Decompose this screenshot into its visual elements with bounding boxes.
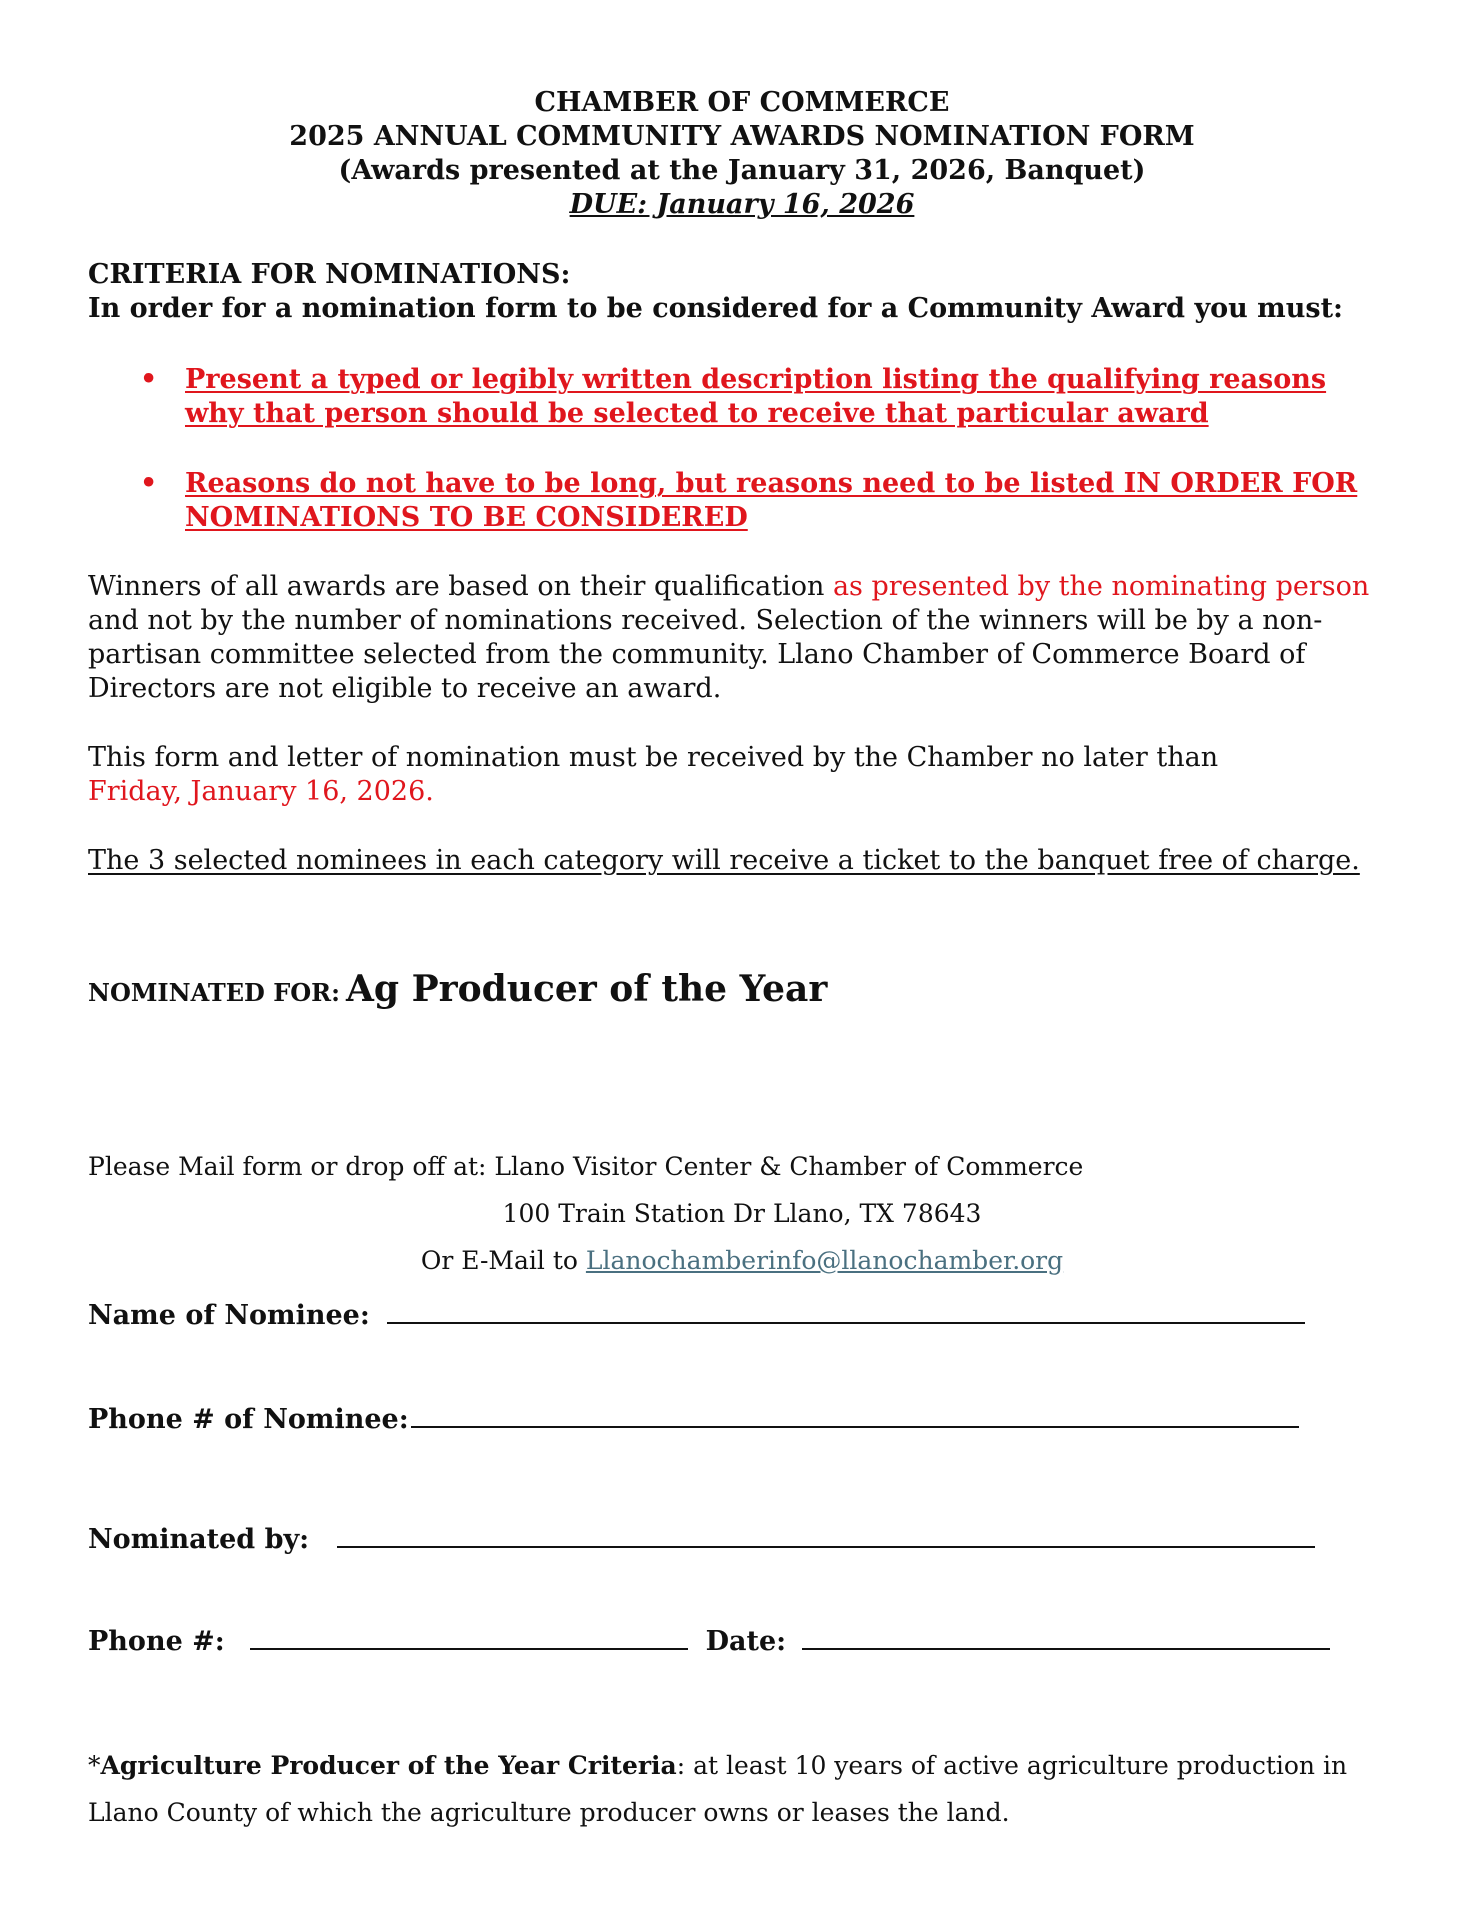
ticket-note: The 3 selected nominees in each category will receive a ticket to the banquet free of charge. — [88, 845, 1360, 876]
criteria-intro: In order for a nomination form to be considered for a Community Award you must: — [88, 293, 1344, 324]
deadline-date: Friday, January 16, 2026. — [88, 776, 434, 807]
phone-label: Phone #: — [88, 1626, 225, 1657]
deadline-text: This form and letter of nomination must be received by the Chamber no later than — [88, 742, 1219, 773]
header-title: 2025 ANNUAL COMMUNITY AWARDS NOMINATION FORM — [289, 121, 1195, 152]
nominated-by-field — [88, 1520, 1315, 1555]
form-header — [0, 86, 1484, 222]
bullet-marker: • — [140, 468, 158, 499]
header-org: CHAMBER OF COMMERCE — [534, 87, 950, 118]
nominated-by-input[interactable] — [337, 1520, 1315, 1548]
deadline-paragraph — [88, 741, 1408, 809]
criteria-heading: CRITERIA FOR NOMINATIONS: — [88, 259, 571, 290]
criteria-footnote — [88, 1742, 1418, 1836]
mail-address: 100 Train Station Dr Llano, TX 78643 — [502, 1199, 982, 1228]
para-text: Winners of all awards are based on their qualification — [88, 571, 833, 602]
criteria-bullet: Reasons do not have to be long, but reasons need to be listed IN ORDER FOR NOMINATIONS TO BE CONSIDERED — [185, 468, 1358, 533]
footnote-text: : at least 10 years of active agriculture production in Llano County of which the agriculture producer owns or leases the land. — [88, 1751, 1348, 1827]
mail-instructions: Please Mail form or drop off at: Llano Visitor Center & Chamber of Commerce — [88, 1152, 1084, 1181]
nominee-name-label: Name of Nominee: — [88, 1300, 370, 1331]
header-subtitle: (Awards presented at the January 31, 2026, Banquet) — [338, 155, 1146, 186]
winners-paragraph — [88, 570, 1408, 706]
email-prefix: Or E-Mail to — [420, 1246, 586, 1275]
header-due-date: DUE: January 16, 2026 — [569, 189, 915, 220]
email-line — [0, 1246, 1484, 1275]
date-input[interactable] — [802, 1622, 1330, 1650]
footnote-title: Agriculture Producer of the Year Criteria — [100, 1751, 677, 1780]
criteria-bullet: Present a typed or legibly written description listing the qualifying reasons why that person should be selected to receive that particular award — [185, 364, 1327, 429]
para-highlight: as presented by the nominating person — [832, 571, 1370, 602]
nominee-phone-label: Phone # of Nominee: — [88, 1404, 409, 1435]
nominated-for-label: NOMINATED FOR: — [88, 978, 340, 1007]
email-link[interactable]: Llanochamberinfo@llanochamber.org — [585, 1246, 1064, 1275]
para-text: and not by the number of nominations received. Selection of the winners will be by a non-partisan committee selected from the community. Llano Chamber of Commerce Board of Directors are not eligible to receive an award. — [88, 605, 1323, 704]
nominated-for — [88, 968, 827, 1010]
award-category: Ag Producer of the Year — [345, 968, 828, 1010]
nominee-name-input[interactable] — [387, 1296, 1305, 1324]
date-label: Date: — [705, 1626, 787, 1657]
nominee-phone-input[interactable] — [411, 1400, 1299, 1428]
phone-input[interactable] — [250, 1622, 688, 1650]
footnote-star: * — [88, 1751, 101, 1780]
phone-date-field — [88, 1622, 1330, 1657]
nominee-phone-field — [88, 1400, 1299, 1435]
nominee-name-field — [88, 1296, 1305, 1331]
bullet-marker: • — [140, 364, 158, 395]
nominated-by-label: Nominated by: — [88, 1524, 310, 1555]
